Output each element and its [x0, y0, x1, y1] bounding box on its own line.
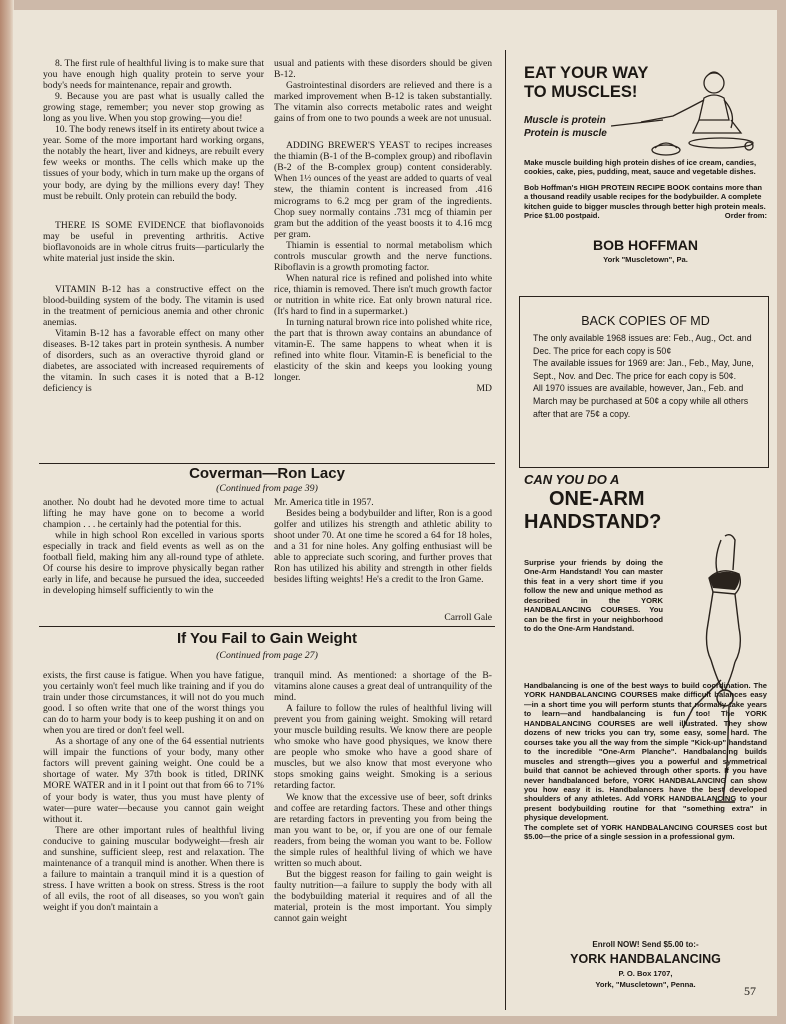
paragraph: 8. The first rule of healthful living is to make sure that you have enough high quality protein to serve your body's needs for maintenance, repair and growth. — [43, 58, 264, 92]
chef-illustration — [611, 58, 771, 166]
paragraph: In turning natural brown rice into polished white rice, the part that is thrown away contains an abundance of vitamin-E. The same happens to wheat when it is refined into white flour. Vitamin-E is beneficial to the elasticity of the skin and keeps you looking young longer. — [274, 317, 492, 384]
recipe-ad-para: Make muscle building high protein dishes of ice cream, candies, cookies, cake, pies, pudding, meat, sauce and vegetable dishes. — [524, 158, 757, 177]
back-copies-title: BACK COPIES OF MD — [581, 314, 710, 328]
back-copies-para: The available issues for 1969 are: Jan., Feb., May, June, Sept., Nov. and Dec. The price for each copy is 50¢. — [533, 358, 754, 381]
paragraph: Thiamin is essential to normal metabolism which controls muscular growth and the nerve functions. Riboflavin is a growth promoting factor. — [274, 239, 492, 273]
bob-hoffman-address: York "Muscletown", Pa. — [603, 255, 688, 264]
price-line — [524, 211, 767, 220]
paragraph: But the biggest reason for failing to gain weight is faulty nutrition—a failure to supply the body with all the bodybuilding material it requires and of all the material, protein is the most important. You simply cannot gain weight — [274, 868, 492, 925]
article2-column2 — [274, 497, 492, 585]
paragraph: ADDING BREWER'S YEAST to recipes increases the thiamin (B-1 of the B-complex group) and riboflavin (B-2 of the B-complex group) content considerably. When 1½ ounces of the yeast are added to quarts of veal stew, the thiamin content is increased from .416 micrograms to 6.2 mcg per gram of the ingredients. Chop suey normally contains .731 mcg of thiamin per gram but the addition of the yeast boosts it to 4.16 mcg per gram. — [274, 140, 492, 240]
paragraph: exists, the first cause is fatigue. When you have fatigue, you certainly won't feel much like training and if you do train under those circumstances, it will not do you much good. I so often write that one of the worst things you can do to harm your body is to keep pushing it on and on when you are tired or don't feel well. — [43, 670, 264, 737]
po-box: P. O. Box 1707, — [618, 969, 673, 978]
handstand-intro: Surprise your friends by doing the One-Arm Handstand! You can master this feat in a very short time if you follow the new and unique method as described in the YORK HANDBALANCING COURSES. You can be the first in your neighborhood to do the One-Arm Handstand. — [524, 558, 663, 634]
coverman-title: Coverman—Ron Lacy — [189, 465, 345, 482]
paragraph: When natural rice is refined and polished into white rice, thiamin is removed. There isn't much growth factor or nutrition in white rice. Eat only brown natural rice. (It's hard to find in a supermarket.) — [274, 272, 492, 317]
handstand-para: The complete set of YORK HANDBALANCING COURSES cost but $5.00—the price of a single session in a professional gym. — [524, 822, 767, 842]
paragraph: There are other important rules of healthful living conducive to gaining muscular bodyweight—fresh air and sunshine, sufficient sleep, rest and relaxation. The maintenance of a tranquil mind is another. When there is a failure to maintain a tranquil mind it is a question of stress. I have written a book on stress. Stress is the root of all evils, the root of all diseases, so you won't gain weight if you don't maintain a — [43, 824, 264, 913]
recipe-ad-slogans — [524, 114, 607, 140]
headline-line1: EAT YOUR WAY — [524, 64, 649, 82]
handstand-line3: HANDSTAND? — [524, 511, 662, 533]
order-from: Order from: — [724, 211, 767, 221]
paragraph: usual and patients with these disorders should be given B-12. — [274, 58, 492, 81]
paragraph: while in high school Ron excelled in various sports especially in track and field events as well as on the football field, making him any all-round type of athlete. Of course his desire to improve physically began rather early in life, and because he pursued the idea, succeeded in developing himself sufficiently to win the — [43, 530, 264, 597]
paragraph: We know that the excessive use of beer, soft drinks and coffee are retarding factors. These and other things are retarding factors in preventing you from being the man you want to be, or, if you are one of our female readers, from being the woman you want to be. Follow the simple rules of healthful living of which we have written so much about. — [274, 791, 492, 869]
binding-edge — [0, 0, 14, 1024]
headline-line2: TO MUSCLES! — [524, 83, 638, 101]
handstand-line1: CAN YOU DO A — [524, 472, 620, 487]
paragraph: tranquil mind. As mentioned: a shortage of the B-vitamins alone causes a great deal of untranquility of the mind. — [274, 670, 492, 704]
magazine-page — [13, 10, 777, 1016]
author-byline: Carroll Gale — [444, 612, 492, 623]
paragraph: 9. Because you are past what is usually called the growing stage, remember; you never stop growing as long as you live. When you stop growing—you die! — [43, 91, 264, 125]
recipe-ad-body — [524, 158, 767, 221]
handstand-para: Handbalancing is one of the best ways to build coordination. The YORK HANDBALANCING COURSES make difficult balances easy—in a short time you will perform stunts that normally take years to learn—and handbalancing is fun too! The YORK HANDBALANCING COURSES are well illustrated. They show dozens of new tricks you can try, some easy, some hard. The courses take you all the way from the simple "Kick-up" handstand to the incredible "One-Arm Planche". Handbalancing builds muscles and strength—gives you a powerful and symmetrical build that cannot be achieved through other sports. If you have never handbalanced before, YORK HANDBALANCING can show you how easy it is. Handbalancers have the best developed shoulders of any athletes. Add YORK HANDBALANCING to your present bodybuilding routine for that "something extra" in physique development. — [524, 681, 767, 823]
handstand-line2: ONE-ARM — [549, 488, 645, 510]
author-signature: MD — [476, 383, 492, 395]
paragraph: Gastrointestinal disorders are relieved and there is a marked improvement when B-12 is taken substantially. The vitamin also corrects metabolic rates and weight gains of from one to two pounds a week are not unusual. — [274, 80, 492, 125]
price: Price $1.00 postpaid. — [524, 211, 600, 221]
continued-note: (Continued from page 27) — [216, 650, 318, 661]
paragraph: 10. The body renews itself in its entirety about twice a year. Some of the more important hard working organs, the notably the heart, liver and kidneys, are rebuilt every few weeks or months. The cells which make up the tissues of your body, which in turn make up the organs of your body, are dying by the millions every day! They must be rebuilt. Only protein can rebuild the body. — [43, 124, 264, 202]
slogan: Muscle is protein — [524, 115, 606, 126]
weight-gain-title: If You Fail to Gain Weight — [177, 630, 357, 647]
article3-column2 — [274, 670, 492, 924]
page-number: 57 — [744, 984, 756, 998]
paragraph: As a shortage of any one of the 64 essential nutrients will impair the functions of your body, many other factors will prevent gaining weight. One could be a shortage of water. My 37th book is titled, DRINK MORE WATER and in it I point out that from 66 to 71% of your body is water, thus you must have plenty of water—pure water—because you cannot gain weight without it. — [43, 736, 264, 825]
paragraph: Vitamin B-12 has a favorable effect on many other diseases. B-12 takes part in protein synthesis. A number of disorders, such as an overactive thyroid gland or diabetes, are associated with increased requirements of the vitamin. In such cases it is noted that a B-12 deficiency is — [43, 327, 264, 395]
paragraph: Besides being a bodybuilder and lifter, Ron is a good golfer and utilizes his strength and athletic ability to shoot under 70. At one time he scored a 64 for 18 holes, and a 31 for nine holes. Any golfing enthusiast will be able to appreciate such scoring, and further proves that Ron has utilized his ability and strength in other fields besides lifting weights! He's a credit to the Iron Game. — [274, 508, 492, 586]
continued-note: (Continued from page 39) — [216, 483, 318, 494]
recipe-ad-para: Bob Hoffman's HIGH PROTEIN RECIPE BOOK contains more than a thousand readily usable recipes for the bodybuilder. A complete kitchen guide to bigger muscles through better high protein meals. — [524, 182, 766, 211]
slogan: Protein is muscle — [524, 128, 607, 139]
city-line: York, "Muscletown", Penna. — [595, 980, 696, 989]
column-separator — [505, 50, 506, 1010]
back-copies-body — [533, 332, 758, 420]
paragraph: A failure to follow the rules of healthful living will prevent you from gaining weight. Smoking will retard your muscle building results. We know there are people who smoke who have good physiques, we know there are people who smoke who have a good share of muscles, but we also know that most everyone who stops smoking gains weight. Smoking is a serious retarding factor. — [274, 703, 492, 792]
paragraph: VITAMIN B-12 has a constructive effect on the blood-building system of the body. The vitamin is used in the treatment of pernicious anemia and other chronic anemias. — [43, 283, 264, 328]
article2-column1 — [43, 497, 264, 596]
paragraph: another. No doubt had he devoted more time to actual lifting he may have gone on to become a world champion . . . he certainly had the potential for this. — [43, 497, 264, 531]
back-copies-para: The only available 1968 issues are: Feb., Aug., Oct. and Dec. The price for each copy is 50¢ — [533, 333, 752, 356]
handstand-body — [524, 681, 767, 842]
back-copies-box — [519, 296, 769, 468]
enroll-line: Enroll NOW! Send $5.00 to:- — [592, 940, 699, 949]
article1-column2 — [274, 58, 492, 394]
article1-column1 — [43, 58, 264, 394]
fork-line — [611, 120, 663, 126]
article3-column1 — [43, 670, 264, 913]
back-copies-para: All 1970 issues are available, however, Jan., Feb. and March may be purchased at 50¢ a copy while all others after that are 75¢ a copy. — [533, 383, 749, 419]
paragraph: THERE IS SOME EVIDENCE that bioflavonoids may be useful in preventing arthritis. Active bioflavonoids are in whole citrus fruits—particularly the white material just inside the skin. — [43, 219, 264, 264]
section-divider — [39, 626, 495, 627]
bob-hoffman-name: BOB HOFFMAN — [593, 237, 698, 253]
paragraph: Mr. America title in 1957. — [274, 497, 374, 508]
york-handbalancing-name: YORK HANDBALANCING — [570, 952, 721, 966]
